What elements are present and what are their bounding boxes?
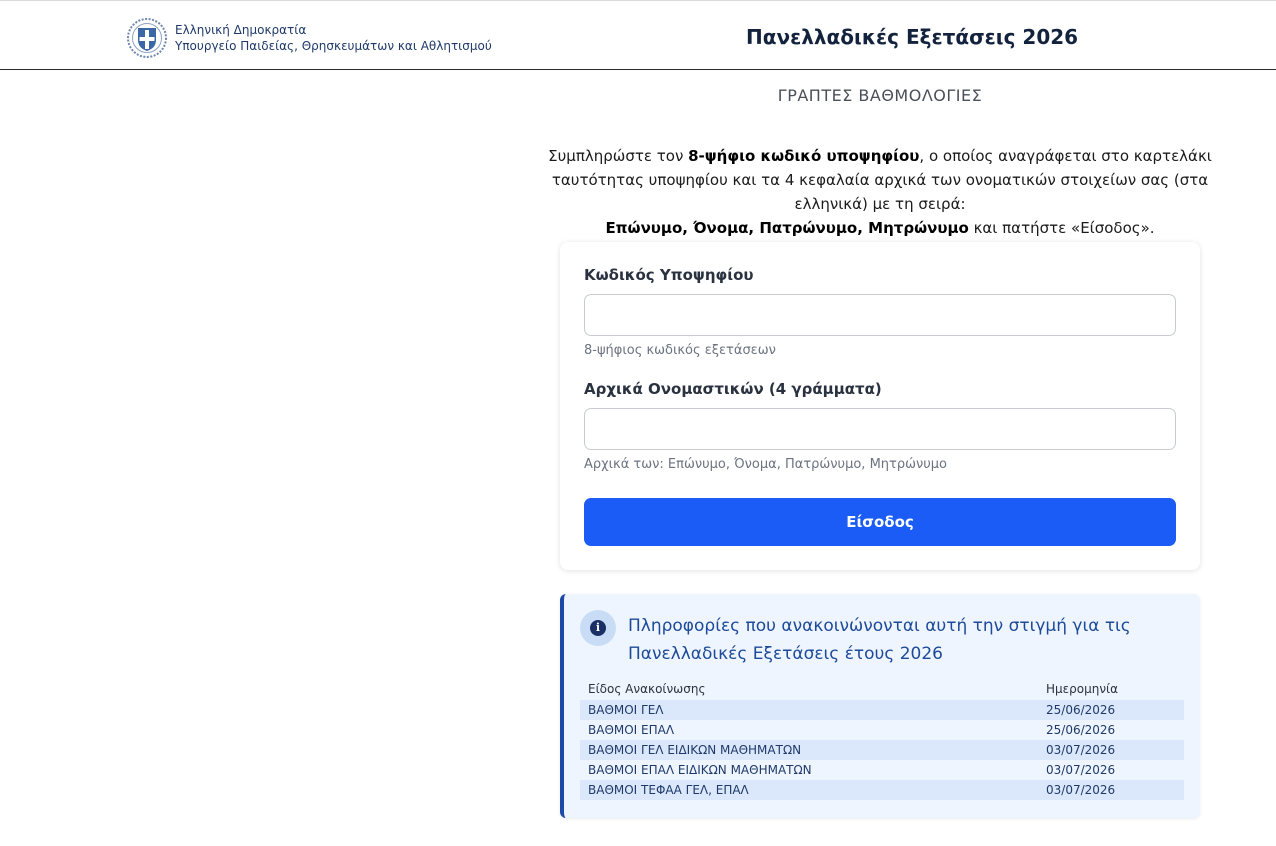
table-row: [580, 780, 1184, 800]
column-header-type: Είδος Ανακοίνωσης: [588, 682, 706, 696]
table-row: [580, 740, 1184, 760]
announcements-table: [580, 678, 1184, 800]
announcement-date: 03/07/2026: [1046, 763, 1116, 777]
info-icon-badge: [580, 610, 616, 646]
announcement-type: ΒΑΘΜΟΙ ΕΠΑΛ: [588, 723, 675, 737]
login-form-card: [560, 242, 1200, 570]
candidate-code-help: 8-ψήφιος κωδικός εξετάσεων: [584, 343, 776, 358]
page-heading: ΓΡΑΠΤΕΣ ΒΑΘΜΟΛΟΓΙΕΣ: [777, 86, 983, 105]
announcement-type: ΒΑΘΜΟΙ ΤΕΦΑΑ ΓΕΛ, ΕΠΑΛ: [580, 780, 1038, 800]
initials-label: Αρχικά Ονομαστικών (4 γράμματα): [584, 380, 882, 398]
announcements-panel: [560, 594, 1200, 818]
greek-coat-of-arms-logo: [127, 18, 167, 58]
announcement-date: 25/06/2026: [1038, 700, 1184, 720]
site-header: [0, 4, 1276, 70]
announcement-type: ΒΑΘΜΟΙ ΕΠΑΛ ΕΙΔΙΚΩΝ ΜΑΘΗΜΑΤΩΝ: [588, 763, 812, 777]
ministry-line-2: Υπουργείο Παιδείας, Θρησκευμάτων και Αθλητισμού: [175, 39, 492, 53]
instructions-text: [545, 144, 1215, 240]
instructions-part-1: Συμπληρώστε τον: [548, 147, 689, 165]
table-row: [580, 760, 1184, 780]
initials-input[interactable]: [584, 408, 1176, 450]
candidate-code-input[interactable]: [584, 294, 1176, 336]
instructions-bold-order: Επώνυμο, Όνομα, Πατρώνυμο, Μητρώνυμο: [605, 219, 969, 237]
ministry-name: [175, 22, 492, 54]
instructions-part-2: , ο οποίος αναγράφεται στο καρτελάκι ταυτότητας υποψηφίου και τα 4 κεφαλαία αρχικά των ονοματικών στοιχείων σας (στα ελληνικά) με τη σειρά:: [551, 147, 1212, 213]
table-row: [580, 720, 1184, 740]
table-header-row: [580, 678, 1184, 700]
initials-help: Αρχικά των: Επώνυμο, Όνομα, Πατρώνυμο, Μητρώνυμο: [584, 457, 947, 472]
site-title: Πανελλαδικές Εξετάσεις 2026: [746, 25, 1079, 49]
info-icon: i: [590, 620, 606, 636]
announcement-date: 03/07/2026: [1038, 780, 1184, 800]
instructions-part-3: και πατήστε «Είσοδος».: [968, 219, 1155, 237]
login-button[interactable]: Είσοδος: [584, 498, 1176, 546]
announcement-type: ΒΑΘΜΟΙ ΓΕΛ: [580, 700, 1038, 720]
announcement-date: 03/07/2026: [1038, 740, 1184, 760]
ministry-line-1: Ελληνική Δημοκρατία: [175, 23, 307, 37]
announcement-type: ΒΑΘΜΟΙ ΓΕΛ ΕΙΔΙΚΩΝ ΜΑΘΗΜΑΤΩΝ: [580, 740, 1038, 760]
candidate-code-label: Κωδικός Υποψηφίου: [584, 266, 754, 284]
announcement-date: 25/06/2026: [1046, 723, 1116, 737]
table-row: [580, 700, 1184, 720]
column-header-date: Ημερομηνία: [1046, 682, 1119, 696]
instructions-bold-code: 8-ψήφιο κωδικό υποψηφίου: [688, 147, 920, 165]
announcements-title: Πληροφορίες που ανακοινώνονται αυτή την στιγμή για τις Πανελλαδικές Εξετάσεις έτους 2026: [628, 616, 1131, 664]
